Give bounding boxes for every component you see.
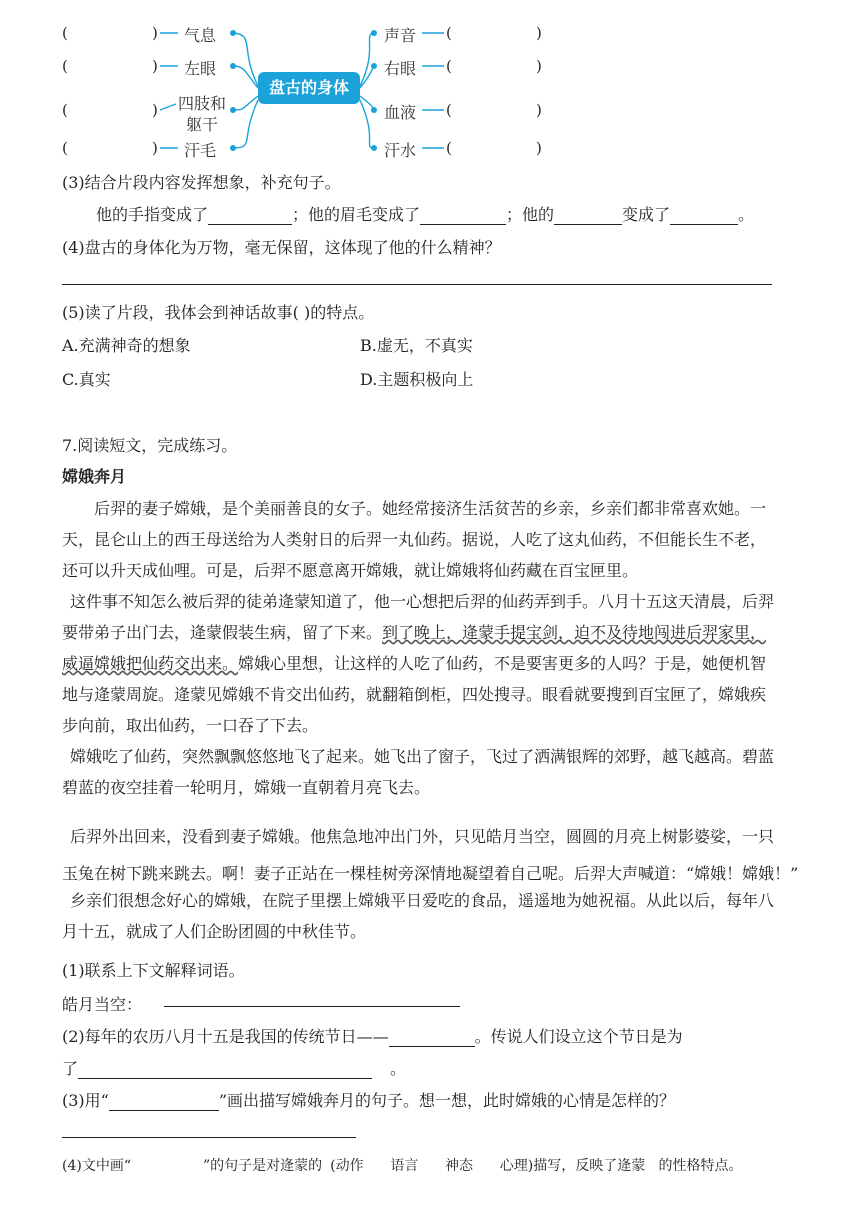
text-segment: 了 — [62, 1059, 79, 1078]
paren-open: ( — [446, 101, 452, 119]
q7-sub4-prompt — [62, 1155, 743, 1175]
q3-part3: ；他的 — [506, 205, 555, 224]
q5-option-c[interactable]: C.真实 — [62, 370, 111, 389]
paren-close: ) — [152, 24, 158, 42]
q3-part1: 他的手指变成了 — [96, 205, 209, 224]
text-line: 乡亲们很想念好心的嫦娥，在院子里摆上嫦娥平日爱吃的食品，遥遥地为她祝福。从此以后，每年八 — [70, 891, 775, 910]
paren-close: ) — [536, 139, 542, 157]
q7-sub2-line1 — [62, 1024, 683, 1047]
wavy-underlined-sentence: 到了晚上，逄蒙手提宝剑，迫不及待地闯进后羿家里， — [382, 623, 767, 642]
text-segment: ”画出描写嫦娥奔月的句子。想一想，此时嫦娥的心情是怎样的？ — [218, 1091, 676, 1110]
text-line: 地与逄蒙周旋。逄蒙见嫦娥不肯交出仙药，就翻箱倒柜，四处搜寻。眼看就要搜到百宝匣了，嫦娥疾 — [62, 685, 767, 704]
answer-blank[interactable] — [554, 208, 622, 225]
mindmap-connectors — [0, 0, 860, 170]
q7-sub1-word: 皓月当空： — [62, 995, 143, 1014]
passage-paragraph-1 — [62, 493, 832, 586]
q3-sentence — [96, 202, 754, 225]
text-segment: 。传说人们设立这个节日是为 — [474, 1027, 683, 1046]
paren-close: ) — [536, 24, 542, 42]
node-breath: 气息 — [184, 26, 217, 45]
paren-open: ( — [62, 101, 68, 119]
passage-paragraph-5 — [62, 885, 832, 947]
paren-open: ( — [62, 57, 68, 75]
q3-part4: 变成了 — [622, 205, 671, 224]
passage-paragraph-2 — [62, 586, 832, 741]
node-limbs-2: 躯干 — [186, 115, 219, 134]
q7-sub1-prompt: (1)联系上下文解释词语。 — [62, 961, 245, 980]
paren-close: ) — [152, 139, 158, 157]
text-line: 后羿外出回来，没看到妻子嫦娥。他焦急地冲出门外，只见皓月当空，圆圆的月亮上树影婆娑，一只 — [70, 827, 775, 846]
q5-prompt: (5)读了片段，我体会到神话故事( )的特点。 — [62, 303, 375, 322]
text-line: 天，昆仑山上的西王母送给为人类射日的后羿一丸仙药。据说，人吃了这丸仙药，不但能长生不老， — [62, 530, 767, 549]
text-segment: 嫦娥心里想，让这样的人吃了仙药，不是要害更多的人吗？于是，她便机智 — [238, 654, 767, 673]
answer-line[interactable] — [62, 1137, 356, 1138]
q7-sub2-line2 — [62, 1056, 406, 1079]
node-blood: 血液 — [384, 103, 417, 122]
answer-blank[interactable] — [420, 208, 506, 225]
text-line: 嫦娥吃了仙药，突然飘飘悠悠地飞了起来。她飞出了窗子，飞过了洒满银辉的郊野，越飞越高。碧蓝 — [70, 747, 775, 766]
paren-close: ) — [152, 101, 158, 119]
answer-blank[interactable] — [208, 208, 292, 225]
node-body-hair: 汗毛 — [184, 141, 217, 160]
text-line: 还可以升天成仙哩。可是，后羿不愿意离开嫦娥，就让嫦娥将仙药藏在百宝匣里。 — [62, 561, 639, 580]
passage-paragraph-4 — [62, 818, 832, 892]
node-left-eye: 左眼 — [184, 59, 217, 78]
text-line: 月十五，就成了人们企盼团圆的中秋佳节。 — [62, 922, 367, 941]
answer-blank[interactable] — [78, 1062, 372, 1079]
mindmap-center: 盘古的身体 — [258, 72, 360, 104]
text-segment: (2)每年的农历八月十五是我国的传统节日—— — [62, 1027, 389, 1046]
node-right-eye: 右眼 — [384, 59, 417, 78]
text-segment: ”的句子是对逄蒙的 — [203, 1158, 323, 1174]
answer-blank[interactable] — [670, 208, 738, 225]
text-segment: 。 — [390, 1059, 407, 1078]
answer-blank[interactable] — [389, 1030, 475, 1047]
answer-line[interactable] — [164, 1006, 460, 1007]
q7-sub4-options[interactable]: (动作 语言 神态 心理)描写，反映了逄蒙 的性格特点。 — [330, 1158, 743, 1174]
text-line: 玉兔在树下跳来跳去。啊！妻子正站在一棵桂树旁深情地凝望着自己呢。后羿大声喊道：“嫦娥！嫦娥！” — [62, 864, 799, 883]
text-segment: (4)文中画“ — [62, 1158, 131, 1174]
q5-option-d[interactable]: D.主题积极向上 — [360, 370, 474, 389]
paren-open: ( — [62, 139, 68, 157]
paren-close: ) — [536, 101, 542, 119]
paren-close: ) — [536, 57, 542, 75]
text-line: 步向前，取出仙药，一口吞了下去。 — [62, 716, 319, 735]
q3-part2: ；他的眉毛变成了 — [292, 205, 421, 224]
text-segment: (3)用“ — [62, 1091, 109, 1110]
q3-end: 。 — [738, 205, 755, 224]
answer-line[interactable] — [62, 284, 772, 285]
passage-title: 嫦娥奔月 — [62, 467, 127, 486]
node-limbs-1: 四肢和 — [178, 94, 227, 113]
paren-open: ( — [446, 139, 452, 157]
q5-option-a[interactable]: A.充满神奇的想象 — [62, 336, 191, 355]
node-sweat: 汗水 — [384, 141, 417, 160]
text-line: 后羿的妻子嫦娥，是个美丽善良的女子。她经常接济生活贫苦的乡亲，乡亲们都非常喜欢她。一 — [94, 499, 767, 518]
q5-option-b[interactable]: B.虚无，不真实 — [360, 336, 473, 355]
q3-prompt: (3)结合片段内容发挥想象，补充句子。 — [62, 173, 341, 192]
q7-sub3-prompt — [62, 1088, 675, 1111]
answer-blank[interactable] — [109, 1094, 219, 1111]
text-segment: 要带弟子出门去，逄蒙假装生病，留了下来。 — [62, 623, 383, 642]
q7-heading: 7.阅读短文，完成练习。 — [62, 436, 238, 455]
paren-open: ( — [446, 24, 452, 42]
wavy-underlined-sentence: 威逼嫦娥把仙药交出来。 — [62, 654, 239, 673]
passage-paragraph-3 — [62, 741, 832, 803]
paren-close: ) — [152, 57, 158, 75]
node-voice: 声音 — [384, 26, 417, 45]
paren-open: ( — [446, 57, 452, 75]
text-line: 碧蓝的夜空挂着一轮明月，嫦娥一直朝着月亮飞去。 — [62, 778, 431, 797]
q4-prompt: (4)盘古的身体化为万物，毫无保留，这体现了他的什么精神？ — [62, 238, 501, 257]
paren-open: ( — [62, 24, 68, 42]
text-line: 这件事不知怎么被后羿的徒弟逄蒙知道了，他一心想把后羿的仙药弄到手。八月十五这天清晨，后羿 — [70, 592, 775, 611]
